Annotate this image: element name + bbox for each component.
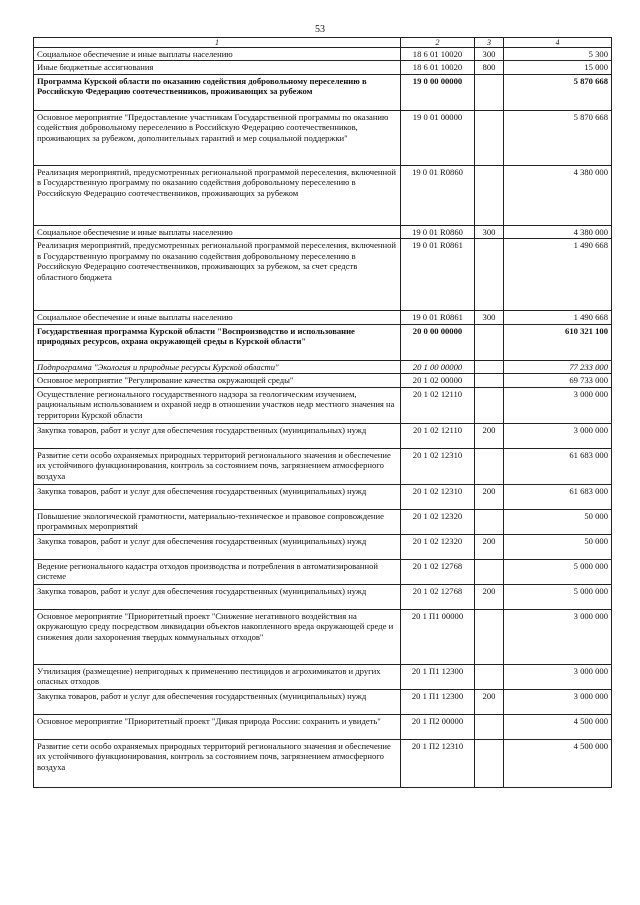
table-row bbox=[34, 714, 612, 739]
row-amount-cell: 5 870 668 bbox=[504, 74, 612, 110]
row-name-cell: Социальное обеспечение и иные выплаты населению bbox=[34, 48, 401, 61]
budget-table-body bbox=[34, 38, 612, 788]
table-row bbox=[34, 225, 612, 238]
row-amount-cell: 3 000 000 bbox=[504, 423, 612, 448]
row-code-cell: 19 0 01 R0860 bbox=[401, 165, 475, 225]
column-header-2: 2 bbox=[401, 38, 475, 48]
row-name-cell: Повышение экологической грамотности, материально-техническое и правовое сопровождение программных мероприятий bbox=[34, 509, 401, 534]
row-name-cell: Закупка товаров, работ и услуг для обеспечения государственных (муниципальных) нужд bbox=[34, 689, 401, 714]
row-type-cell bbox=[475, 74, 504, 110]
table-row bbox=[34, 509, 612, 534]
row-name-cell: Реализация мероприятий, предусмотренных региональной программой переселения, включенной в Государственную программу по оказанию содействия добровольному переселению в Российскую Федерацию соотечественников, проживающих за рубежом bbox=[34, 165, 401, 225]
row-amount-cell: 3 000 000 bbox=[504, 609, 612, 664]
row-type-cell bbox=[475, 509, 504, 534]
row-amount-cell: 1 490 668 bbox=[504, 239, 612, 311]
row-code-cell: 19 0 01 00000 bbox=[401, 110, 475, 165]
row-name-cell: Основное мероприятие "Приоритетный проект "Снижение негативного воздействия на окружающую среду посредством ликвидации объектов накопленного вреда окружающей среде и снижения доли захоронения твердых коммунальных отходов" bbox=[34, 609, 401, 664]
row-type-cell bbox=[475, 559, 504, 584]
table-row bbox=[34, 48, 612, 61]
table-row bbox=[34, 739, 612, 787]
row-type-cell bbox=[475, 360, 504, 373]
table-row bbox=[34, 165, 612, 225]
row-type-cell: 300 bbox=[475, 311, 504, 324]
row-name-cell: Основное мероприятие "Регулирование качества окружающей среды" bbox=[34, 374, 401, 387]
row-type-cell bbox=[475, 374, 504, 387]
row-amount-cell: 61 683 000 bbox=[504, 448, 612, 484]
row-name-cell: Развитие сети особо охраняемых природных территорий регионального значения и обеспечение их устойчивого функционирования, контроль за состоянием почв, загрязнением атмосферного воздуха bbox=[34, 448, 401, 484]
table-row bbox=[34, 559, 612, 584]
row-type-cell bbox=[475, 165, 504, 225]
table-row bbox=[34, 239, 612, 311]
row-code-cell: 18 6 01 10020 bbox=[401, 48, 475, 61]
row-name-cell: Основное мероприятие "Приоритетный проект "Дикая природа России: сохранить и увидеть" bbox=[34, 714, 401, 739]
row-amount-cell: 610 321 100 bbox=[504, 324, 612, 360]
row-code-cell: 20 1 02 12320 bbox=[401, 534, 475, 559]
row-code-cell: 20 1 02 12110 bbox=[401, 423, 475, 448]
row-code-cell: 20 1 02 12110 bbox=[401, 387, 475, 423]
row-type-cell: 300 bbox=[475, 48, 504, 61]
row-type-cell bbox=[475, 110, 504, 165]
row-amount-cell: 61 683 000 bbox=[504, 484, 612, 509]
row-code-cell: 20 1 02 12310 bbox=[401, 484, 475, 509]
row-code-cell: 19 0 01 R0861 bbox=[401, 239, 475, 311]
budget-table bbox=[33, 37, 612, 788]
row-type-cell: 200 bbox=[475, 534, 504, 559]
row-name-cell: Закупка товаров, работ и услуг для обеспечения государственных (муниципальных) нужд bbox=[34, 584, 401, 609]
row-code-cell: 20 1 П2 12310 bbox=[401, 739, 475, 787]
row-code-cell: 20 0 00 00000 bbox=[401, 324, 475, 360]
table-row bbox=[34, 374, 612, 387]
table-row bbox=[34, 609, 612, 664]
row-type-cell bbox=[475, 448, 504, 484]
row-code-cell: 20 1 П2 00000 bbox=[401, 714, 475, 739]
row-amount-cell: 5 000 000 bbox=[504, 559, 612, 584]
table-row bbox=[34, 110, 612, 165]
row-type-cell: 300 bbox=[475, 225, 504, 238]
table-row bbox=[34, 689, 612, 714]
row-name-cell: Закупка товаров, работ и услуг для обеспечения государственных (муниципальных) нужд bbox=[34, 534, 401, 559]
row-name-cell: Закупка товаров, работ и услуг для обеспечения государственных (муниципальных) нужд bbox=[34, 484, 401, 509]
table-row bbox=[34, 387, 612, 423]
row-amount-cell: 5 870 668 bbox=[504, 110, 612, 165]
row-name-cell: Закупка товаров, работ и услуг для обеспечения государственных (муниципальных) нужд bbox=[34, 423, 401, 448]
column-header-1: 1 bbox=[34, 38, 401, 48]
row-name-cell: Основное мероприятие "Предоставление участникам Государственной программы по оказанию содействия добровольному переселению в Российскую Федерацию соотечественников, проживающих за рубежом, дополнительных гарантий и мер социальной поддержки" bbox=[34, 110, 401, 165]
table-row bbox=[34, 448, 612, 484]
row-code-cell: 20 1 02 00000 bbox=[401, 374, 475, 387]
row-type-cell bbox=[475, 387, 504, 423]
row-type-cell bbox=[475, 739, 504, 787]
row-name-cell: Программа Курской области по оказанию содействия добровольному переселению в Российскую Федерацию соотечественников, проживающих за рубежом bbox=[34, 74, 401, 110]
row-type-cell: 200 bbox=[475, 423, 504, 448]
row-code-cell: 19 0 00 00000 bbox=[401, 74, 475, 110]
column-header-3: 3 bbox=[475, 38, 504, 48]
table-row bbox=[34, 311, 612, 324]
row-code-cell: 20 1 02 12310 bbox=[401, 448, 475, 484]
row-amount-cell: 5 300 bbox=[504, 48, 612, 61]
row-name-cell: Социальное обеспечение и иные выплаты населению bbox=[34, 311, 401, 324]
row-name-cell: Развитие сети особо охраняемых природных территорий регионального значения и обеспечение их устойчивого функционирования, контроль за состоянием почв, загрязнением атмосферного воздуха bbox=[34, 739, 401, 787]
row-code-cell: 20 1 00 00000 bbox=[401, 360, 475, 373]
row-type-cell: 200 bbox=[475, 584, 504, 609]
table-row bbox=[34, 423, 612, 448]
table-row bbox=[34, 324, 612, 360]
row-code-cell: 20 1 П1 00000 bbox=[401, 609, 475, 664]
table-row bbox=[34, 74, 612, 110]
row-code-cell: 19 0 01 R0861 bbox=[401, 311, 475, 324]
row-name-cell: Ведение регионального кадастра отходов производства и потребления в автоматизированной системе bbox=[34, 559, 401, 584]
table-row bbox=[34, 61, 612, 74]
row-type-cell bbox=[475, 324, 504, 360]
row-code-cell: 18 6 01 10020 bbox=[401, 61, 475, 74]
row-amount-cell: 5 000 000 bbox=[504, 584, 612, 609]
table-row bbox=[34, 534, 612, 559]
row-name-cell: Государственная программа Курской области "Воспроизводство и использование природных ресурсов, охрана окружающей среды в Курской области" bbox=[34, 324, 401, 360]
row-amount-cell: 50 000 bbox=[504, 534, 612, 559]
row-type-cell: 800 bbox=[475, 61, 504, 74]
row-code-cell: 20 1 02 12320 bbox=[401, 509, 475, 534]
row-name-cell: Подпрограмма "Экология и природные ресурсы Курской области" bbox=[34, 360, 401, 373]
row-amount-cell: 4 380 000 bbox=[504, 225, 612, 238]
table-row bbox=[34, 484, 612, 509]
row-name-cell: Реализация мероприятий, предусмотренных региональной программой переселения, включенной в Государственную программу по оказанию содействия добровольному переселению в Российскую Федерацию соотечественников, проживающих за рубежом, за счет средств областного бюджета bbox=[34, 239, 401, 311]
column-header-row bbox=[34, 38, 612, 48]
row-amount-cell: 3 000 000 bbox=[504, 664, 612, 689]
row-code-cell: 20 1 П1 12300 bbox=[401, 689, 475, 714]
row-amount-cell: 4 500 000 bbox=[504, 739, 612, 787]
row-name-cell: Осуществление регионального государственного надзора за геологическим изучением, рациональным использованием и охраной недр в отношении участков недр местного значения на территории Курской области bbox=[34, 387, 401, 423]
row-type-cell bbox=[475, 239, 504, 311]
row-amount-cell: 15 000 bbox=[504, 61, 612, 74]
row-type-cell: 200 bbox=[475, 689, 504, 714]
column-header-4: 4 bbox=[504, 38, 612, 48]
row-amount-cell: 69 733 000 bbox=[504, 374, 612, 387]
row-amount-cell: 4 380 000 bbox=[504, 165, 612, 225]
row-amount-cell: 3 000 000 bbox=[504, 387, 612, 423]
table-row bbox=[34, 584, 612, 609]
row-amount-cell: 3 000 000 bbox=[504, 689, 612, 714]
row-amount-cell: 77 233 000 bbox=[504, 360, 612, 373]
row-code-cell: 19 0 01 R0860 bbox=[401, 225, 475, 238]
row-type-cell bbox=[475, 714, 504, 739]
page-number: 53 bbox=[315, 24, 325, 35]
row-name-cell: Утилизация (размещение) непригодных к применению пестицидов и агрохимикатов и других опасных отходов bbox=[34, 664, 401, 689]
row-amount-cell: 4 500 000 bbox=[504, 714, 612, 739]
row-name-cell: Иные бюджетные ассигнования bbox=[34, 61, 401, 74]
row-name-cell: Социальное обеспечение и иные выплаты населению bbox=[34, 225, 401, 238]
row-type-cell bbox=[475, 609, 504, 664]
row-type-cell bbox=[475, 664, 504, 689]
table-row bbox=[34, 360, 612, 373]
row-code-cell: 20 1 02 12768 bbox=[401, 584, 475, 609]
row-code-cell: 20 1 02 12768 bbox=[401, 559, 475, 584]
row-type-cell: 200 bbox=[475, 484, 504, 509]
row-amount-cell: 50 000 bbox=[504, 509, 612, 534]
row-amount-cell: 1 490 668 bbox=[504, 311, 612, 324]
table-row bbox=[34, 664, 612, 689]
row-code-cell: 20 1 П1 12300 bbox=[401, 664, 475, 689]
